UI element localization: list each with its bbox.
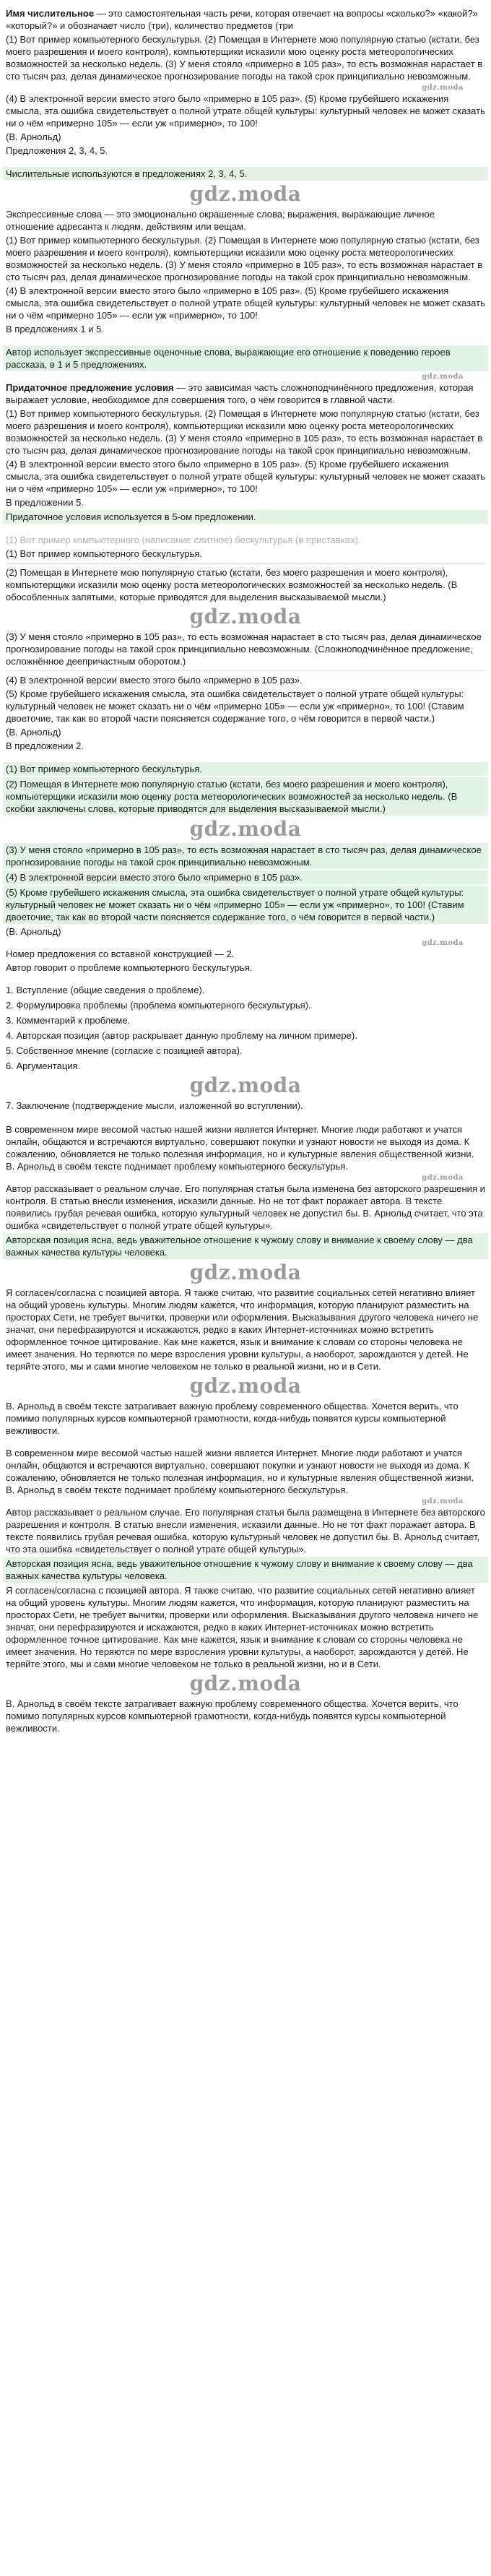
- sentence-4: (4) В электронной версии вместо этого было «примерно в 105 раз».: [3, 870, 488, 884]
- sentence-2: (2) Помещая в Интернете мою популярную статью (кстати, без моего разрешения и моего контроля), компьютерщики исказили мою оценку роста метеорологических возможностей за несколько недель. (В обособленных запятыми, которые приводятся для выделения высказываемой мысли.): [6, 567, 458, 602]
- watermark: gdz.moda: [189, 1672, 302, 1695]
- essay-comment: Автор рассказывает о реальном случае. Его популярная статья была размещена в Интернете без авторского разрешения и контроля. В статью внесли изменения, исказили данные. Но не тот факт поражает автора. В тексте появились грубая речевая ошибка, которую культурный человек не допустил бы. В. Арнольд считает, что эта ошибка «свидетельствует о полной утрате общей культуры».: [6, 1507, 485, 1555]
- watermark: gdz.moda: [422, 84, 464, 92]
- answer-line: Предложения 2, 3, 4, 5.: [6, 145, 108, 156]
- essay-conclusion: В. Арнольд в своём тексте затрагивает важную проблему современного общества. Хочется верить, что помимо популярных курсов компьютерной грамотности, когда-нибудь появятся курсы компьютерной вежливости.: [6, 1698, 459, 1734]
- watermark: gdz.moda: [422, 939, 464, 947]
- answer-line: Номер предложения со вставной конструкцией — 2.: [6, 948, 235, 959]
- answer-line: В предложениях 1 и 5.: [6, 324, 104, 334]
- answer-line: В предложении 5.: [6, 497, 84, 508]
- plan-item-7: 7. Заключение (подтверждение мысли, изложенной во вступлении).: [6, 1100, 303, 1111]
- author-signature: (В. Арнольд): [6, 131, 61, 142]
- block-conditional: [6, 341, 485, 530]
- essay-author-position: Авторская позиция ясна, ведь уважительное отношение к чужому слову и внимание к своему слову — два важных качества культуры человека.: [3, 1557, 488, 1583]
- answer-summary-2: Придаточное условия используется в 5-ом предложении.: [3, 510, 488, 524]
- block-expressive: [6, 163, 485, 341]
- essay-argument: Я согласен/согласна с позицией автора. Я также считаю, что развитие социальных сетей негативно влияет на общий уровень культуры. Многим людям кажется, что информация, которую планируют разместить на просторах Сети, не требует вычитки, проверки или оформления. Высказывания другого человека ничего не значат, они перефразируются и искажаются, редко в каких Интернет-источниках можно встретить оформленное точное цитирование. Как мне кажется, язык и внимание к словам со стороны человека не имеет значения. Но теряются по мере взросления уровни культуры, а наоборот, зарождаются у детей. Не теряйте этого, мы и сами многие человеком не только в реальной жизни, но и в Сети.: [6, 1585, 479, 1669]
- source-text-para-1: (1) Вот пример компьютерного бескультурья. (2) Помещая в Интернете мою популярную статью (кстати, без моего разрешения и моего контроля), компьютерщики исказили мою оценку роста метеорологических возможностей за несколько недель. (3) У меня стояло «примерно в 105 раз», то есть возможная нарастает в сто тысяч раз, делая динамическое прогнозирование погоды на такой срок принципиально невозможным.: [6, 34, 483, 82]
- plan-item-2: 2. Формулировка проблемы (проблема компьютерного бескультурья).: [6, 1000, 311, 1011]
- essay-version-1: [6, 1119, 485, 1443]
- block-punctuation: [6, 530, 485, 758]
- watermark: gdz.moda: [189, 605, 302, 628]
- essay-intro: В современном мире весомой частью нашей жизни является Интернет. Многие люди работают и учатся онлайн, общаются и встречаются виртуально, совершают покупки и узнают новости не выходя из дома. К сожалению, обновляется не только полезная информация, но и культурные явления общественной жизни. В. Арнольд в своём тексте поднимает проблему компьютерного бескультурья.: [6, 1124, 474, 1172]
- watermark: gdz.moda: [189, 1374, 302, 1398]
- sentence-3: (3) У меня стояло «примерно в 105 раз», то есть возможная нарастает в сто тысяч раз, делая динамическое прогнозирование погоды на такой срок принципиально невозможным.: [3, 843, 488, 869]
- watermark: gdz.moda: [189, 182, 302, 206]
- sentence-5: (5) Кроме грубейшего искажения смысла, эта ошибка свидетельствует о полной утрате общей культуры: культурный человек не может сказать ни о чём «примерно 105» — если уж «примерно», то 100! (Ставим двоеточие, так как во второй части поясняется содержание того, о чём говорится в первой части.): [6, 688, 464, 724]
- block-numerals: [6, 3, 485, 163]
- sentence-1: (1) Вот пример компьютерного бескультурья.: [3, 762, 488, 776]
- plan-item-4: 4. Авторская позиция (автор раскрывает данную проблему на личном примере).: [6, 1030, 357, 1041]
- essay-argument: Я согласен/согласна с позицией автора. Я также считаю, что развитие социальных сетей негативно влияет на общий уровень культуры. Многим людям кажется, что информация, которую планируют разместить на просторах Сети, не требует вычитки, проверки или оформления. Высказывания другого человека ничего не значат, они перефразируются и искажаются, редко в каких Интернет-источниках можно встретить оформленное точное цитирование. Как мне кажется, язык и внимание к словам со стороны человека не имеет значения. Но теряются по мере взросления уровни культуры, а наоборот, зарождаются у детей. Не теряйте этого, мы и сами многие человеком не только в реальной жизни, но и в Сети.: [6, 1287, 479, 1372]
- source-text-para-2: (4) В электронной версии вместо этого было «примерно в 105 раз». (5) Кроме грубейшего искажения смысла, эта ошибка свидетельствует о полной утрате общей культуры: культурный человек не может сказать ни о чём «примерно 105» — если уж «примерно», то 100!: [6, 459, 485, 494]
- sentence-5: (5) Кроме грубейшего искажения смысла, эта ошибка свидетельствует о полной утрате общей культуры: культурный человек не может сказать ни о чём «примерно 105» — если уж «примерно», то 100! (Ставим двоеточие, так как во второй части поясняется содержание того, о чём говорится в первой части.): [3, 886, 488, 924]
- topic-line: Автор говорит о проблеме компьютерного бескультурья.: [6, 962, 253, 973]
- answer-line: В предложении 2.: [6, 740, 84, 751]
- essay-author-position: Авторская позиция ясна, ведь уважительное отношение к чужому слову и внимание к своему слову — два важных качества культуры человека.: [3, 1233, 488, 1259]
- answer-summary: Числительные используются в предложениях 2, 3, 4, 5.: [3, 167, 488, 181]
- sentence-3: (3) У меня стояло «примерно в 105 раз», то есть возможная нарастает в сто тысяч раз, делая динамическое прогнозирование погоды на такой срок принципиально невозможным. (Сложноподчинённое предложение, осложнённое деепричастным оборотом.): [6, 631, 482, 667]
- definition-conditional: [6, 381, 485, 406]
- essay-plan: [6, 980, 485, 1119]
- author-signature: (В. Арнольд): [6, 727, 61, 738]
- source-text-para-2: (4) В электронной версии вместо этого было «примерно в 105 раз». (5) Кроме грубейшего искажения смысла, эта ошибка свидетельствует о полной утрате общей культуры: культурный человек не может сказать ни о чём «примерно 105» — если уж «примерно», то 100!: [6, 285, 485, 321]
- author-signature: (В. Арнольд): [6, 926, 61, 937]
- watermark: gdz.moda: [422, 1174, 464, 1182]
- definition-conditional-text: — это зависимая часть сложноподчинённого предложения, которая выражает условие, необходимое для совершения того, о чём говорится в главной части.: [6, 382, 474, 405]
- term-numeral: Имя числительное: [6, 8, 95, 19]
- definition-expressive: Экспрессивные слова — это эмоционально окрашенные слова; выражения, выражающие личное отношение адресанта к людям, действиям или вещам.: [6, 209, 435, 232]
- block-insert: [6, 758, 485, 980]
- essay-version-2: [6, 1443, 485, 1740]
- watermark: gdz.moda: [422, 1497, 464, 1505]
- sentence-4: (4) В электронной версии вместо этого было «примерно в 105 раз».: [6, 675, 303, 686]
- sentence-2: (2) Помещая в Интернете мою популярную статью (кстати, без моего разрешения и моего контроля), компьютерщики исказили мою оценку роста метеорологических возможностей за несколько недель. (В скобки заключены слова, которые приводятся для выделения высказываемой мысли.): [3, 777, 488, 816]
- plan-item-6: 6. Аргументация.: [6, 1060, 81, 1071]
- watermark: gdz.moda: [189, 817, 302, 841]
- watermark: gdz.moda: [189, 1073, 302, 1097]
- plan-item-3: 3. Комментарий к проблеме.: [6, 1015, 131, 1026]
- source-text-para-2: (4) В электронной версии вместо этого было «примерно в 105 раз». (5) Кроме грубейшего искажения смысла, эта ошибка свидетельствует о полной утрате общей культуры: культурный человек не может сказать ни о чём «примерно 105» — если уж «примерно», то 100!: [6, 93, 485, 129]
- faded-line: (1) Вот пример компьютерного (написание слитное) бескультурья (в приставках).: [6, 535, 361, 545]
- sentence-1: (1) Вот пример компьютерного бескультурья.: [6, 548, 203, 559]
- essay-intro: В современном мире весомой частью нашей жизни является Интернет. Многие люди работают и учатся онлайн, общаются и встречаются виртуально, совершают покупки и узнают новости не выходя из дома. К сожалению, обновляется не только полезная информация, но и культурные явления общественной жизни. В. Арнольд в своём тексте поднимает проблему компьютерного бескультурья.: [6, 1448, 474, 1495]
- essay-conclusion: В. Арнольд в своём тексте затрагивает важную проблему современного общества. Хочется верить, что помимо популярных курсов компьютерной грамотности, когда-нибудь появятся курсы компьютерной вежливости.: [6, 1401, 459, 1436]
- definition-numeral: [6, 7, 485, 32]
- plan-item-5: 5. Собственное мнение (согласие с позицией автора).: [6, 1045, 243, 1056]
- essay-comment: Автор рассказывает о реальном случае. Его популярная статья была изменена без авторского разрешения и контроля. В статью внесли изменения, исказили данные. Но не тот факт поражает автора. В тексте появились грубая речевая ошибка, которую культурный человек не допустил бы. В. Арнольд считает, что эта ошибка «свидетельствует о полной утрате общей культуры».: [6, 1183, 485, 1231]
- source-text-para-1: (1) Вот пример компьютерного бескультурья. (2) Помещая в Интернете мою популярную статью (кстати, без моего разрешения и моего контроля), компьютерщики исказили мою оценку роста метеорологических возможностей за несколько недель. (3) У меня стояло «примерно в 105 раз», то есть возможная нарастает в сто тысяч раз, делая динамическое прогнозирование погоды на такой срок принципиально невозможным.: [6, 235, 483, 282]
- plan-item-1: 1. Вступление (общие сведения о проблеме).: [6, 985, 205, 995]
- source-text-para-1: (1) Вот пример компьютерного бескультурья. (2) Помещая в Интернете мою популярную статью (кстати, без моего разрешения и моего контроля), компьютерщики исказили мою оценку роста метеорологических возможностей за несколько недель. (3) У меня стояло «примерно в 105 раз», то есть возможная нарастает в сто тысяч раз, делая динамическое прогнозирование погоды на такой срок принципиально невозможным.: [6, 408, 483, 456]
- watermark: gdz.moda: [422, 373, 464, 381]
- divider: [6, 670, 485, 671]
- term-conditional: Придаточное предложение условия: [6, 382, 174, 393]
- definition-numeral-text: — это самостоятельная часть речи, которая отвечает на вопросы «сколько?» «какой?» «который?» и обозначает число (три), количество предметов (три: [6, 8, 478, 31]
- watermark: gdz.moda: [189, 1261, 302, 1284]
- answer-summary: Автор использует экспрессивные оценочные слова, выражающие его отношение к поведению героев рассказа, в 1 и 5 предложениях.: [3, 345, 488, 371]
